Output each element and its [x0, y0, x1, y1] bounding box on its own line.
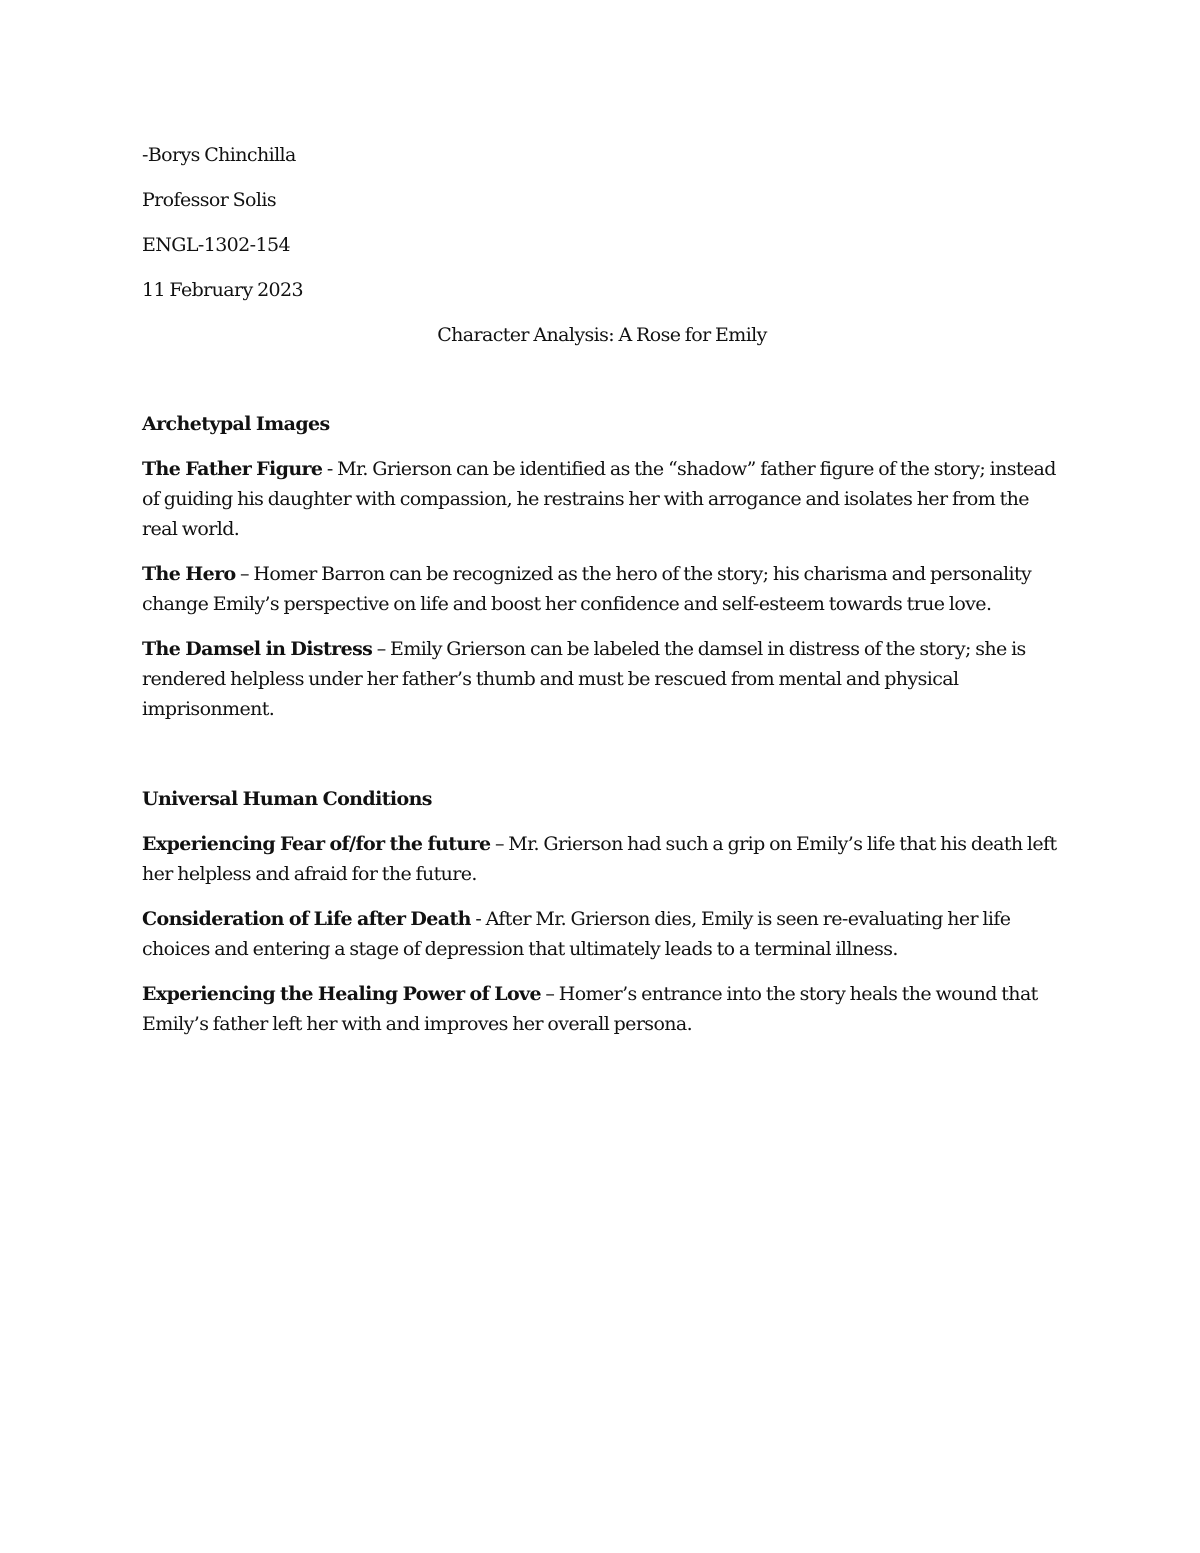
entry-father-figure — [142, 454, 1062, 544]
entry-fear-of-future — [142, 829, 1062, 889]
entry-hero — [142, 559, 1062, 619]
document-date: 11 February 2023 — [142, 279, 304, 301]
entry-text: – Emily Grierson can be labeled the damsel in distress of the story; she is rendered helpless under her father’s thumb and must be rescued from mental and physical imprisonment. — [142, 638, 1026, 720]
section-heading: Archetypal Images — [142, 413, 330, 435]
entry-term: Consideration of Life after Death — [142, 908, 471, 930]
entry-damsel-in-distress — [142, 634, 1062, 724]
section-spacer — [142, 739, 1062, 784]
entry-term: Experiencing Fear of/for the future — [142, 833, 491, 855]
course-code: ENGL-1302-154 — [142, 234, 290, 256]
entry-healing-power-of-love — [142, 979, 1062, 1039]
entry-text: – Homer Barron can be recognized as the hero of the story; his charisma and personality change Emily’s perspective on life and boost her confidence and self-esteem towards true love. — [142, 563, 1032, 615]
entry-term: The Father Figure — [142, 458, 323, 480]
entry-term: The Hero — [142, 563, 236, 585]
entry-text: – Homer’s entrance into the story heals the wound that Emily’s father left her with and improves her overall persona. — [142, 983, 1038, 1035]
entry-term: The Damsel in Distress — [142, 638, 373, 660]
section-heading: Universal Human Conditions — [142, 788, 432, 810]
entry-life-after-death — [142, 904, 1062, 964]
document-body — [142, 140, 1062, 1054]
instructor-name: Professor Solis — [142, 189, 277, 211]
entry-text: – Mr. Grierson had such a grip on Emily’s life that his death left her helpless and afraid for the future. — [142, 833, 1057, 885]
document-title: Character Analysis: A Rose for Emily — [437, 324, 767, 346]
section-archetypal-images — [142, 409, 1062, 724]
entry-text: - After Mr. Grierson dies, Emily is seen re-evaluating her life choices and entering a stage of depression that ultimately leads to a terminal illness. — [142, 908, 1011, 960]
entry-term: Experiencing the Healing Power of Love — [142, 983, 541, 1005]
author-name: -Borys Chinchilla — [142, 144, 296, 166]
entry-text: - Mr. Grierson can be identified as the “shadow” father figure of the story; instead of guiding his daughter with compassion, he restrains her with arrogance and isolates her from the real world. — [142, 458, 1056, 540]
section-universal-human-conditions — [142, 784, 1062, 1039]
